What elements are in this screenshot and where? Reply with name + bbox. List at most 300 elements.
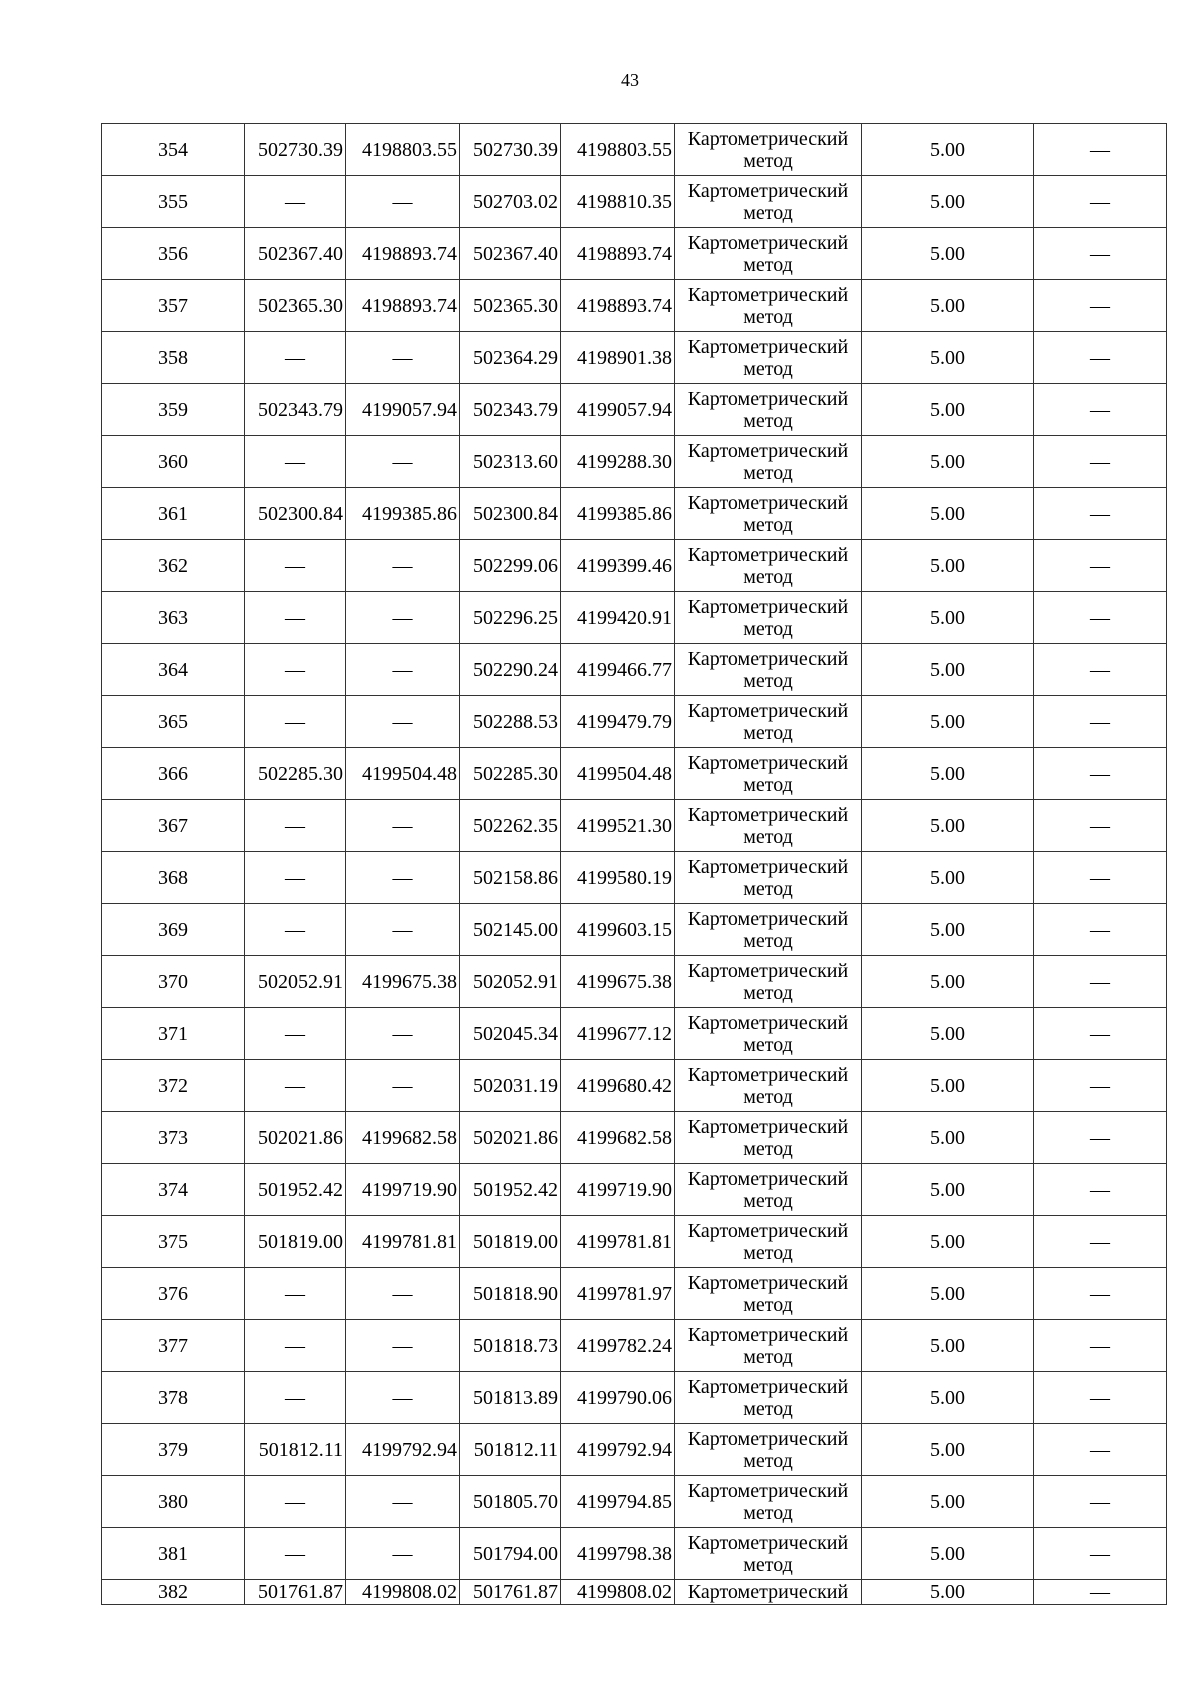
- cell-note: —: [1034, 1216, 1167, 1268]
- cell-method: [675, 1580, 862, 1605]
- cell-y1: —: [346, 1320, 460, 1372]
- cell-y1: 4199719.90: [346, 1164, 460, 1216]
- cell-y2: 4199580.19: [561, 852, 675, 904]
- method-line1: Картометрический: [687, 959, 849, 982]
- cell-y2: 4199682.58: [561, 1112, 675, 1164]
- method-line1: Картометрический: [687, 647, 849, 670]
- cell-note: —: [1034, 1424, 1167, 1476]
- table-row: [102, 488, 1167, 540]
- cell-note: —: [1034, 1320, 1167, 1372]
- cell-note: —: [1034, 124, 1167, 176]
- cell-y1: —: [346, 696, 460, 748]
- cell-note: —: [1034, 1112, 1167, 1164]
- cell-n: 366: [102, 748, 245, 800]
- cell-accuracy: 5.00: [862, 1372, 1034, 1424]
- cell-x2: 502290.24: [460, 644, 561, 696]
- method-line1: Картометрический: [687, 907, 849, 930]
- cell-y1: 4198893.74: [346, 280, 460, 332]
- cell-method: [675, 592, 862, 644]
- cell-method: [675, 488, 862, 540]
- cell-y2: 4199521.30: [561, 800, 675, 852]
- cell-x2: 501952.42: [460, 1164, 561, 1216]
- cell-n: 374: [102, 1164, 245, 1216]
- cell-accuracy: 5.00: [862, 436, 1034, 488]
- cell-x2: 502262.35: [460, 800, 561, 852]
- cell-accuracy: 5.00: [862, 644, 1034, 696]
- cell-note: —: [1034, 488, 1167, 540]
- cell-y1: 4199792.94: [346, 1424, 460, 1476]
- cell-note: —: [1034, 592, 1167, 644]
- method-line1: Картометрический: [687, 1479, 849, 1502]
- table-row: [102, 540, 1167, 592]
- cell-y2: 4199603.15: [561, 904, 675, 956]
- cell-x2: 502285.30: [460, 748, 561, 800]
- cell-x1: —: [245, 852, 346, 904]
- cell-y2: 4199790.06: [561, 1372, 675, 1424]
- cell-y2: 4199466.77: [561, 644, 675, 696]
- table-row: [102, 1372, 1167, 1424]
- table-row: [102, 1060, 1167, 1112]
- cell-method: [675, 748, 862, 800]
- cell-method: [675, 956, 862, 1008]
- method-line1: Картометрический: [687, 1427, 849, 1450]
- method-line1: Картометрический: [687, 127, 849, 150]
- cell-n: 365: [102, 696, 245, 748]
- cell-y1: —: [346, 592, 460, 644]
- method-line2: метод: [743, 253, 793, 276]
- method-line1: Картометрический: [687, 179, 849, 202]
- cell-x1: 501812.11: [245, 1424, 346, 1476]
- cell-x2: 501761.87: [460, 1580, 561, 1605]
- method-line2: метод: [743, 149, 793, 172]
- cell-x2: 502031.19: [460, 1060, 561, 1112]
- cell-method: [675, 1424, 862, 1476]
- method-line1: Картометрический: [687, 699, 849, 722]
- table-row: [102, 696, 1167, 748]
- cell-n: 375: [102, 1216, 245, 1268]
- cell-x2: 501819.00: [460, 1216, 561, 1268]
- cell-y1: —: [346, 1008, 460, 1060]
- cell-x1: 502285.30: [245, 748, 346, 800]
- table-row: [102, 956, 1167, 1008]
- cell-note: —: [1034, 1060, 1167, 1112]
- cell-x1: —: [245, 1008, 346, 1060]
- cell-y1: —: [346, 332, 460, 384]
- cell-accuracy: 5.00: [862, 124, 1034, 176]
- cell-method: [675, 1008, 862, 1060]
- cell-note: —: [1034, 644, 1167, 696]
- method-line1: Картометрический: [687, 543, 849, 566]
- cell-n: 355: [102, 176, 245, 228]
- cell-accuracy: 5.00: [862, 1424, 1034, 1476]
- cell-x2: 501794.00: [460, 1528, 561, 1580]
- method-line2: метод: [743, 721, 793, 744]
- cell-note: —: [1034, 436, 1167, 488]
- cell-x2: 502367.40: [460, 228, 561, 280]
- cell-n: 380: [102, 1476, 245, 1528]
- table-row: [102, 1528, 1167, 1580]
- cell-x2: 501805.70: [460, 1476, 561, 1528]
- cell-method: [675, 1372, 862, 1424]
- method-line1: Картометрический: [687, 1375, 849, 1398]
- method-line1: Картометрический: [687, 231, 849, 254]
- cell-n: 359: [102, 384, 245, 436]
- cell-y2: 4199782.24: [561, 1320, 675, 1372]
- cell-y1: —: [346, 904, 460, 956]
- table-row: [102, 332, 1167, 384]
- cell-x2: 502145.00: [460, 904, 561, 956]
- cell-n: 376: [102, 1268, 245, 1320]
- cell-method: [675, 176, 862, 228]
- table-row: [102, 1216, 1167, 1268]
- cell-note: —: [1034, 956, 1167, 1008]
- cell-n: 361: [102, 488, 245, 540]
- cell-x1: 502021.86: [245, 1112, 346, 1164]
- method-line2: метод: [743, 1345, 793, 1368]
- cell-note: —: [1034, 904, 1167, 956]
- cell-n: 371: [102, 1008, 245, 1060]
- cell-n: 360: [102, 436, 245, 488]
- method-line1: Картометрический: [687, 491, 849, 514]
- cell-y1: 4199808.02: [346, 1580, 460, 1605]
- cell-x2: 502300.84: [460, 488, 561, 540]
- table-row: [102, 1424, 1167, 1476]
- table-row: [102, 124, 1167, 176]
- method-line2: метод: [743, 357, 793, 380]
- cell-x2: 502021.86: [460, 1112, 561, 1164]
- cell-accuracy: 5.00: [862, 956, 1034, 1008]
- cell-x1: —: [245, 904, 346, 956]
- cell-x1: —: [245, 644, 346, 696]
- cell-x1: 502052.91: [245, 956, 346, 1008]
- cell-y1: —: [346, 852, 460, 904]
- cell-note: —: [1034, 540, 1167, 592]
- table-row: [102, 1008, 1167, 1060]
- cell-accuracy: 5.00: [862, 748, 1034, 800]
- cell-method: [675, 1476, 862, 1528]
- cell-method: [675, 384, 862, 436]
- table-row: [102, 592, 1167, 644]
- cell-accuracy: 5.00: [862, 280, 1034, 332]
- cell-accuracy: 5.00: [862, 540, 1034, 592]
- cell-n: 364: [102, 644, 245, 696]
- table-row: [102, 800, 1167, 852]
- cell-y2: 4199781.97: [561, 1268, 675, 1320]
- cell-method: [675, 1216, 862, 1268]
- cell-y2: 4199385.86: [561, 488, 675, 540]
- method-line2: метод: [743, 929, 793, 952]
- cell-accuracy: 5.00: [862, 592, 1034, 644]
- cell-y2: 4199808.02: [561, 1580, 675, 1605]
- cell-note: —: [1034, 176, 1167, 228]
- table-row: [102, 1112, 1167, 1164]
- cell-n: 379: [102, 1424, 245, 1476]
- cell-y1: —: [346, 800, 460, 852]
- method-line1: Картометрический: [687, 1219, 849, 1242]
- cell-accuracy: 5.00: [862, 800, 1034, 852]
- cell-x1: —: [245, 1528, 346, 1580]
- cell-note: —: [1034, 800, 1167, 852]
- cell-n: 377: [102, 1320, 245, 1372]
- cell-accuracy: 5.00: [862, 696, 1034, 748]
- cell-method: [675, 852, 862, 904]
- method-line1: Картометрический: [687, 1323, 849, 1346]
- cell-note: —: [1034, 1476, 1167, 1528]
- cell-accuracy: 5.00: [862, 1216, 1034, 1268]
- cell-x2: 502703.02: [460, 176, 561, 228]
- method-line2: метод: [743, 1241, 793, 1264]
- method-line2: метод: [743, 1033, 793, 1056]
- method-line1: Картометрический: [687, 1581, 849, 1603]
- cell-y2: 4199504.48: [561, 748, 675, 800]
- cell-y2: 4199288.30: [561, 436, 675, 488]
- method-line1: Картометрический: [687, 595, 849, 618]
- method-line2: метод: [743, 617, 793, 640]
- method-line2: метод: [743, 1137, 793, 1160]
- cell-x2: 502299.06: [460, 540, 561, 592]
- cell-x1: 502343.79: [245, 384, 346, 436]
- cell-method: [675, 904, 862, 956]
- cell-note: —: [1034, 852, 1167, 904]
- cell-x1: —: [245, 176, 346, 228]
- method-line2: метод: [743, 565, 793, 588]
- cell-y2: 4198893.74: [561, 280, 675, 332]
- method-line2: метод: [743, 1085, 793, 1108]
- cell-x1: —: [245, 1372, 346, 1424]
- cell-x1: —: [245, 1476, 346, 1528]
- method-line1: Картометрический: [687, 803, 849, 826]
- cell-n: 363: [102, 592, 245, 644]
- cell-note: —: [1034, 1528, 1167, 1580]
- cell-note: —: [1034, 332, 1167, 384]
- cell-n: 381: [102, 1528, 245, 1580]
- method-line2: метод: [743, 305, 793, 328]
- cell-x2: 502313.60: [460, 436, 561, 488]
- cell-method: [675, 1268, 862, 1320]
- cell-accuracy: 5.00: [862, 1268, 1034, 1320]
- method-line1: Картометрический: [687, 1271, 849, 1294]
- cell-y2: 4199719.90: [561, 1164, 675, 1216]
- cell-x1: —: [245, 800, 346, 852]
- method-line2: метод: [743, 1189, 793, 1212]
- cell-x1: —: [245, 696, 346, 748]
- table-body: [102, 124, 1167, 1605]
- cell-y2: 4199479.79: [561, 696, 675, 748]
- cell-accuracy: 5.00: [862, 228, 1034, 280]
- method-line2: метод: [743, 773, 793, 796]
- cell-n: 362: [102, 540, 245, 592]
- cell-y1: —: [346, 176, 460, 228]
- cell-x1: —: [245, 436, 346, 488]
- cell-accuracy: 5.00: [862, 904, 1034, 956]
- cell-x2: 501818.73: [460, 1320, 561, 1372]
- cell-accuracy: 5.00: [862, 488, 1034, 540]
- cell-x2: 502730.39: [460, 124, 561, 176]
- cell-x2: 502343.79: [460, 384, 561, 436]
- method-line1: Картометрический: [687, 1167, 849, 1190]
- cell-y2: 4199792.94: [561, 1424, 675, 1476]
- cell-n: 369: [102, 904, 245, 956]
- cell-y1: 4199682.58: [346, 1112, 460, 1164]
- cell-y1: 4199781.81: [346, 1216, 460, 1268]
- cell-n: 367: [102, 800, 245, 852]
- coordinates-table: [101, 123, 1167, 1605]
- cell-y1: —: [346, 1060, 460, 1112]
- method-line1: Картометрический: [687, 1011, 849, 1034]
- cell-y2: 4198810.35: [561, 176, 675, 228]
- table-row: [102, 228, 1167, 280]
- cell-x2: 501812.11: [460, 1424, 561, 1476]
- cell-method: [675, 800, 862, 852]
- cell-x1: —: [245, 540, 346, 592]
- cell-x2: 502288.53: [460, 696, 561, 748]
- table-row: [102, 436, 1167, 488]
- cell-y1: 4199385.86: [346, 488, 460, 540]
- cell-accuracy: 5.00: [862, 1580, 1034, 1605]
- method-line2: метод: [743, 1293, 793, 1316]
- cell-method: [675, 228, 862, 280]
- cell-note: —: [1034, 1268, 1167, 1320]
- method-line1: Картометрический: [687, 751, 849, 774]
- table-row: [102, 384, 1167, 436]
- method-line2: метод: [743, 1397, 793, 1420]
- cell-y1: 4199057.94: [346, 384, 460, 436]
- cell-method: [675, 124, 862, 176]
- cell-x1: —: [245, 1268, 346, 1320]
- cell-accuracy: 5.00: [862, 1008, 1034, 1060]
- cell-note: —: [1034, 1008, 1167, 1060]
- cell-method: [675, 332, 862, 384]
- cell-n: 356: [102, 228, 245, 280]
- method-line2: метод: [743, 669, 793, 692]
- cell-accuracy: 5.00: [862, 1060, 1034, 1112]
- cell-n: 373: [102, 1112, 245, 1164]
- cell-y2: 4199781.81: [561, 1216, 675, 1268]
- cell-n: 358: [102, 332, 245, 384]
- cell-x1: 501761.87: [245, 1580, 346, 1605]
- cell-accuracy: 5.00: [862, 1164, 1034, 1216]
- cell-x1: 501952.42: [245, 1164, 346, 1216]
- cell-x1: 501819.00: [245, 1216, 346, 1268]
- cell-method: [675, 540, 862, 592]
- cell-method: [675, 1320, 862, 1372]
- cell-accuracy: 5.00: [862, 176, 1034, 228]
- cell-x1: —: [245, 1060, 346, 1112]
- cell-y1: 4198893.74: [346, 228, 460, 280]
- cell-y1: —: [346, 1372, 460, 1424]
- cell-y2: 4199680.42: [561, 1060, 675, 1112]
- table-row: [102, 904, 1167, 956]
- cell-n: 382: [102, 1580, 245, 1605]
- cell-y2: 4198901.38: [561, 332, 675, 384]
- method-line2: метод: [743, 513, 793, 536]
- method-line1: Картометрический: [687, 283, 849, 306]
- table-row: [102, 748, 1167, 800]
- cell-x1: 502365.30: [245, 280, 346, 332]
- cell-y2: 4199675.38: [561, 956, 675, 1008]
- cell-note: —: [1034, 1372, 1167, 1424]
- cell-x1: 502730.39: [245, 124, 346, 176]
- method-line1: Картометрический: [687, 1063, 849, 1086]
- cell-method: [675, 1112, 862, 1164]
- cell-x1: —: [245, 1320, 346, 1372]
- method-line2: метод: [743, 877, 793, 900]
- cell-accuracy: 5.00: [862, 1320, 1034, 1372]
- method-line2: метод: [743, 409, 793, 432]
- cell-y2: 4199798.38: [561, 1528, 675, 1580]
- table-row: [102, 852, 1167, 904]
- cell-y1: 4198803.55: [346, 124, 460, 176]
- cell-x1: 502367.40: [245, 228, 346, 280]
- cell-n: 370: [102, 956, 245, 1008]
- cell-method: [675, 1164, 862, 1216]
- cell-y2: 4199420.91: [561, 592, 675, 644]
- cell-accuracy: 5.00: [862, 852, 1034, 904]
- cell-note: —: [1034, 696, 1167, 748]
- table-row: [102, 1164, 1167, 1216]
- cell-note: —: [1034, 228, 1167, 280]
- cell-x2: 502052.91: [460, 956, 561, 1008]
- cell-note: —: [1034, 280, 1167, 332]
- cell-accuracy: 5.00: [862, 332, 1034, 384]
- cell-x2: 502365.30: [460, 280, 561, 332]
- cell-y1: —: [346, 1528, 460, 1580]
- cell-x2: 502045.34: [460, 1008, 561, 1060]
- cell-n: 368: [102, 852, 245, 904]
- cell-n: 378: [102, 1372, 245, 1424]
- cell-x2: 502364.29: [460, 332, 561, 384]
- cell-y2: 4199677.12: [561, 1008, 675, 1060]
- cell-n: 372: [102, 1060, 245, 1112]
- cell-accuracy: 5.00: [862, 1528, 1034, 1580]
- table-row: [102, 1476, 1167, 1528]
- cell-method: [675, 1528, 862, 1580]
- page-number: 43: [621, 70, 639, 90]
- method-line2: метод: [743, 1449, 793, 1472]
- method-line1: Картометрический: [687, 335, 849, 358]
- cell-accuracy: 5.00: [862, 384, 1034, 436]
- method-line2: метод: [743, 201, 793, 224]
- method-line1: Картометрический: [687, 439, 849, 462]
- cell-method: [675, 644, 862, 696]
- method-line1: Картометрический: [687, 1115, 849, 1138]
- table-row: [102, 1268, 1167, 1320]
- cell-note: —: [1034, 1164, 1167, 1216]
- method-line1: Картометрический: [687, 1531, 849, 1554]
- cell-x1: —: [245, 592, 346, 644]
- table-row: [102, 176, 1167, 228]
- cell-note: —: [1034, 748, 1167, 800]
- method-line2: метод: [743, 1501, 793, 1524]
- cell-y1: 4199504.48: [346, 748, 460, 800]
- cell-x1: —: [245, 332, 346, 384]
- cell-accuracy: 5.00: [862, 1112, 1034, 1164]
- table-row: [102, 1320, 1167, 1372]
- cell-method: [675, 280, 862, 332]
- cell-x2: 501818.90: [460, 1268, 561, 1320]
- cell-y1: —: [346, 1268, 460, 1320]
- cell-y1: 4199675.38: [346, 956, 460, 1008]
- cell-y2: 4199794.85: [561, 1476, 675, 1528]
- table-row: [102, 1580, 1167, 1605]
- cell-y2: 4198803.55: [561, 124, 675, 176]
- cell-y1: —: [346, 540, 460, 592]
- cell-x2: 501813.89: [460, 1372, 561, 1424]
- cell-note: —: [1034, 1580, 1167, 1605]
- cell-method: [675, 696, 862, 748]
- cell-note: —: [1034, 384, 1167, 436]
- cell-y1: —: [346, 1476, 460, 1528]
